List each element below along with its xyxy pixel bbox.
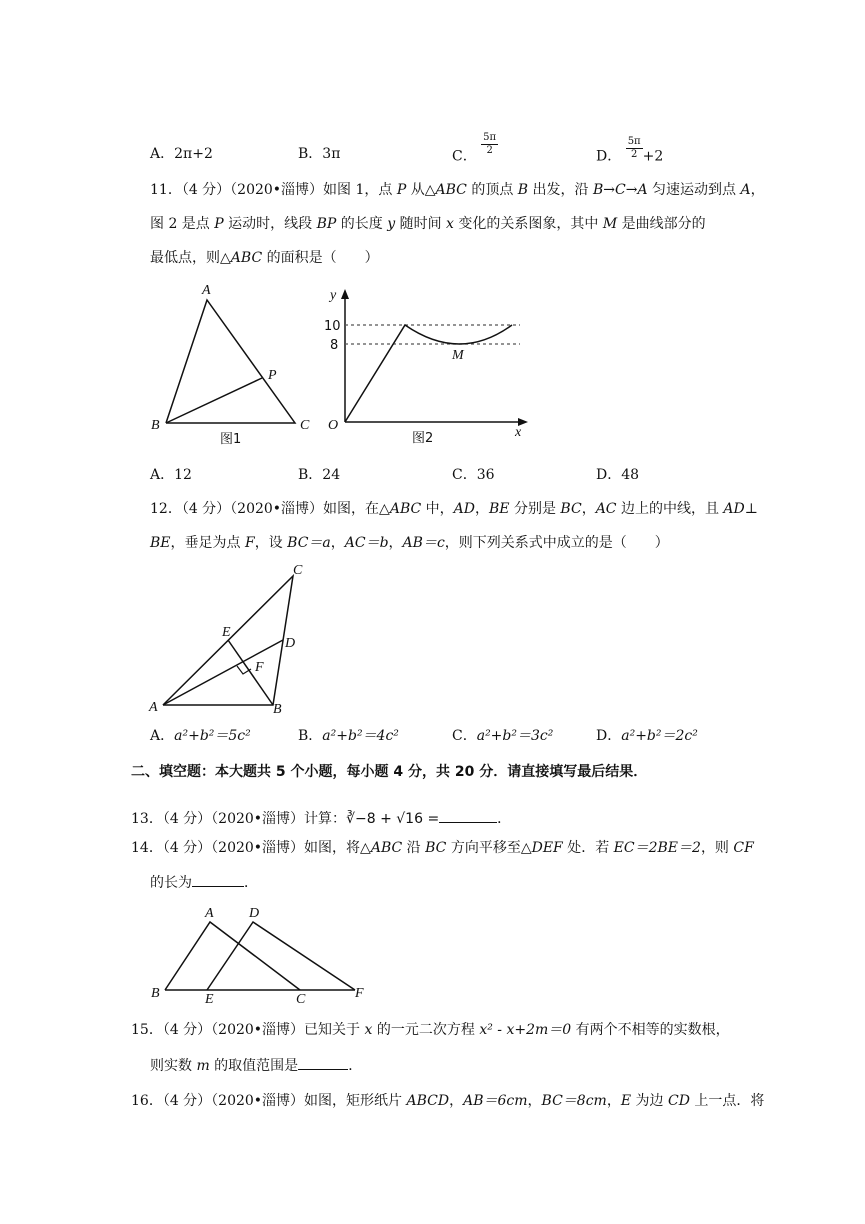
fig2-label-y: y [330, 288, 337, 303]
q12-figure [145, 558, 325, 718]
fig2-tick-10: 10 [324, 319, 341, 334]
fig1-caption: 图1 [220, 432, 242, 447]
fig1-label-B: B [151, 418, 160, 433]
fig1-label-C: C [300, 418, 310, 433]
q11-option-a: A．12 [150, 467, 192, 483]
q14-label-B: B [151, 986, 160, 1001]
q10-option-c-fraction [481, 132, 498, 157]
fig2-label-O: O [328, 418, 339, 433]
q11-line2: 图 2 是点 P 运动时，线段 BP 的长度 y 随时间 x 变化的关系图象，其中 M 是曲线部分的 [150, 216, 706, 232]
q16-line1: 16．（4 分）（2020•淄博）如图，矩形纸片 ABCD，AB＝6cm，BC＝8cm，E 为边 CD 上一点．将 [131, 1093, 765, 1109]
q12-label-F: F [255, 660, 264, 675]
fig2-caption: 图2 [412, 431, 434, 446]
q11-option-d: D．48 [596, 467, 640, 483]
fig2-label-x: x [515, 425, 522, 440]
q14-figure [145, 900, 385, 1007]
q14-label-F: F [355, 986, 364, 1001]
fig2-tick-8: 8 [330, 338, 339, 353]
q13-answer-blank [439, 808, 497, 823]
q11-line3: 最低点，则△ABC 的面积是（ ） [150, 250, 379, 266]
q12-option-d: D．a²+b²＝2c² [596, 728, 698, 744]
q12-option-a: A．a²+b²＝5c² [150, 728, 251, 744]
q15-answer-blank [298, 1055, 348, 1070]
q11-option-b: B．24 [298, 467, 341, 483]
fig2-label-M: M [452, 348, 464, 363]
q12-label-C: C [293, 563, 303, 578]
q15-line1: 15．（4 分）（2020•淄博）已知关于 x 的一元二次方程 x² - x+2m＝0 有两个不相等的实数根， [131, 1022, 730, 1038]
q14-line2: 的长为 ． [150, 872, 258, 893]
q13-line: 13．（4 分）（2020•淄博）计算：∛−8 + √16 = ． [131, 808, 511, 829]
q12-option-c: C．a²+b²＝3c² [452, 728, 554, 744]
q12-option-b: B．a²+b²＝4c² [298, 728, 399, 744]
q12-line1: 12．（4 分）（2020•淄博）如图，在△ABC 中，AD，BE 分别是 BC，AC 边上的中线，且 AD⊥ [150, 501, 758, 517]
q10-c-numerator: 5π [483, 132, 497, 143]
q11-figure-1 [140, 280, 320, 445]
q14-answer-blank [192, 872, 244, 887]
q12-label-B: B [273, 702, 282, 717]
q14-line1: 14．（4 分）（2020•淄博）如图，将△ABC 沿 BC 方向平移至△DEF 处．若 EC＝2BE＝2，则 CF [131, 840, 754, 856]
q14-label-C: C [296, 992, 306, 1007]
q10-option-a: A．2π+2 [150, 146, 213, 162]
q10-d-tail: +2 [642, 148, 664, 165]
q12-label-A: A [149, 700, 158, 715]
fig1-label-A: A [202, 283, 211, 298]
q11-figure-2 [320, 285, 530, 446]
q13-expression: ∛−8 + √16 = [346, 811, 440, 827]
q10-option-c-label: C． [452, 148, 477, 165]
q14-label-D: D [249, 906, 260, 921]
fig1-label-P: P [268, 368, 277, 383]
q12-label-D: D [285, 636, 296, 651]
q14-label-E: E [205, 992, 214, 1007]
q10-d-denominator: 2 [630, 149, 638, 160]
q10-option-d-label: D． [596, 148, 622, 165]
q10-c-denominator: 2 [486, 145, 493, 156]
q10-option-b: B．3π [298, 146, 341, 162]
section-2-heading: 二、填空题：本大题共 5 个小题，每小题 4 分，共 20 分．请直接填写最后结果． [131, 764, 648, 780]
q12-label-E: E [222, 625, 231, 640]
q11-option-c: C．36 [452, 467, 495, 483]
q10-option-d-fraction [626, 136, 643, 161]
q12-line2: BE，垂足为点 F，设 BC＝a，AC＝b，AB＝c，则下列关系式中成立的是（ ） [150, 535, 669, 551]
q11-line1: 11．（4 分）（2020•淄博）如图 1，点 P 从△ABC 的顶点 B 出发，沿 B→C→A 匀速运动到点 A， [150, 182, 765, 198]
q10-d-numerator: 5π [627, 136, 641, 147]
q14-label-A: A [205, 906, 214, 921]
q15-line2: 则实数 m 的取值范围是 ． [150, 1055, 362, 1076]
